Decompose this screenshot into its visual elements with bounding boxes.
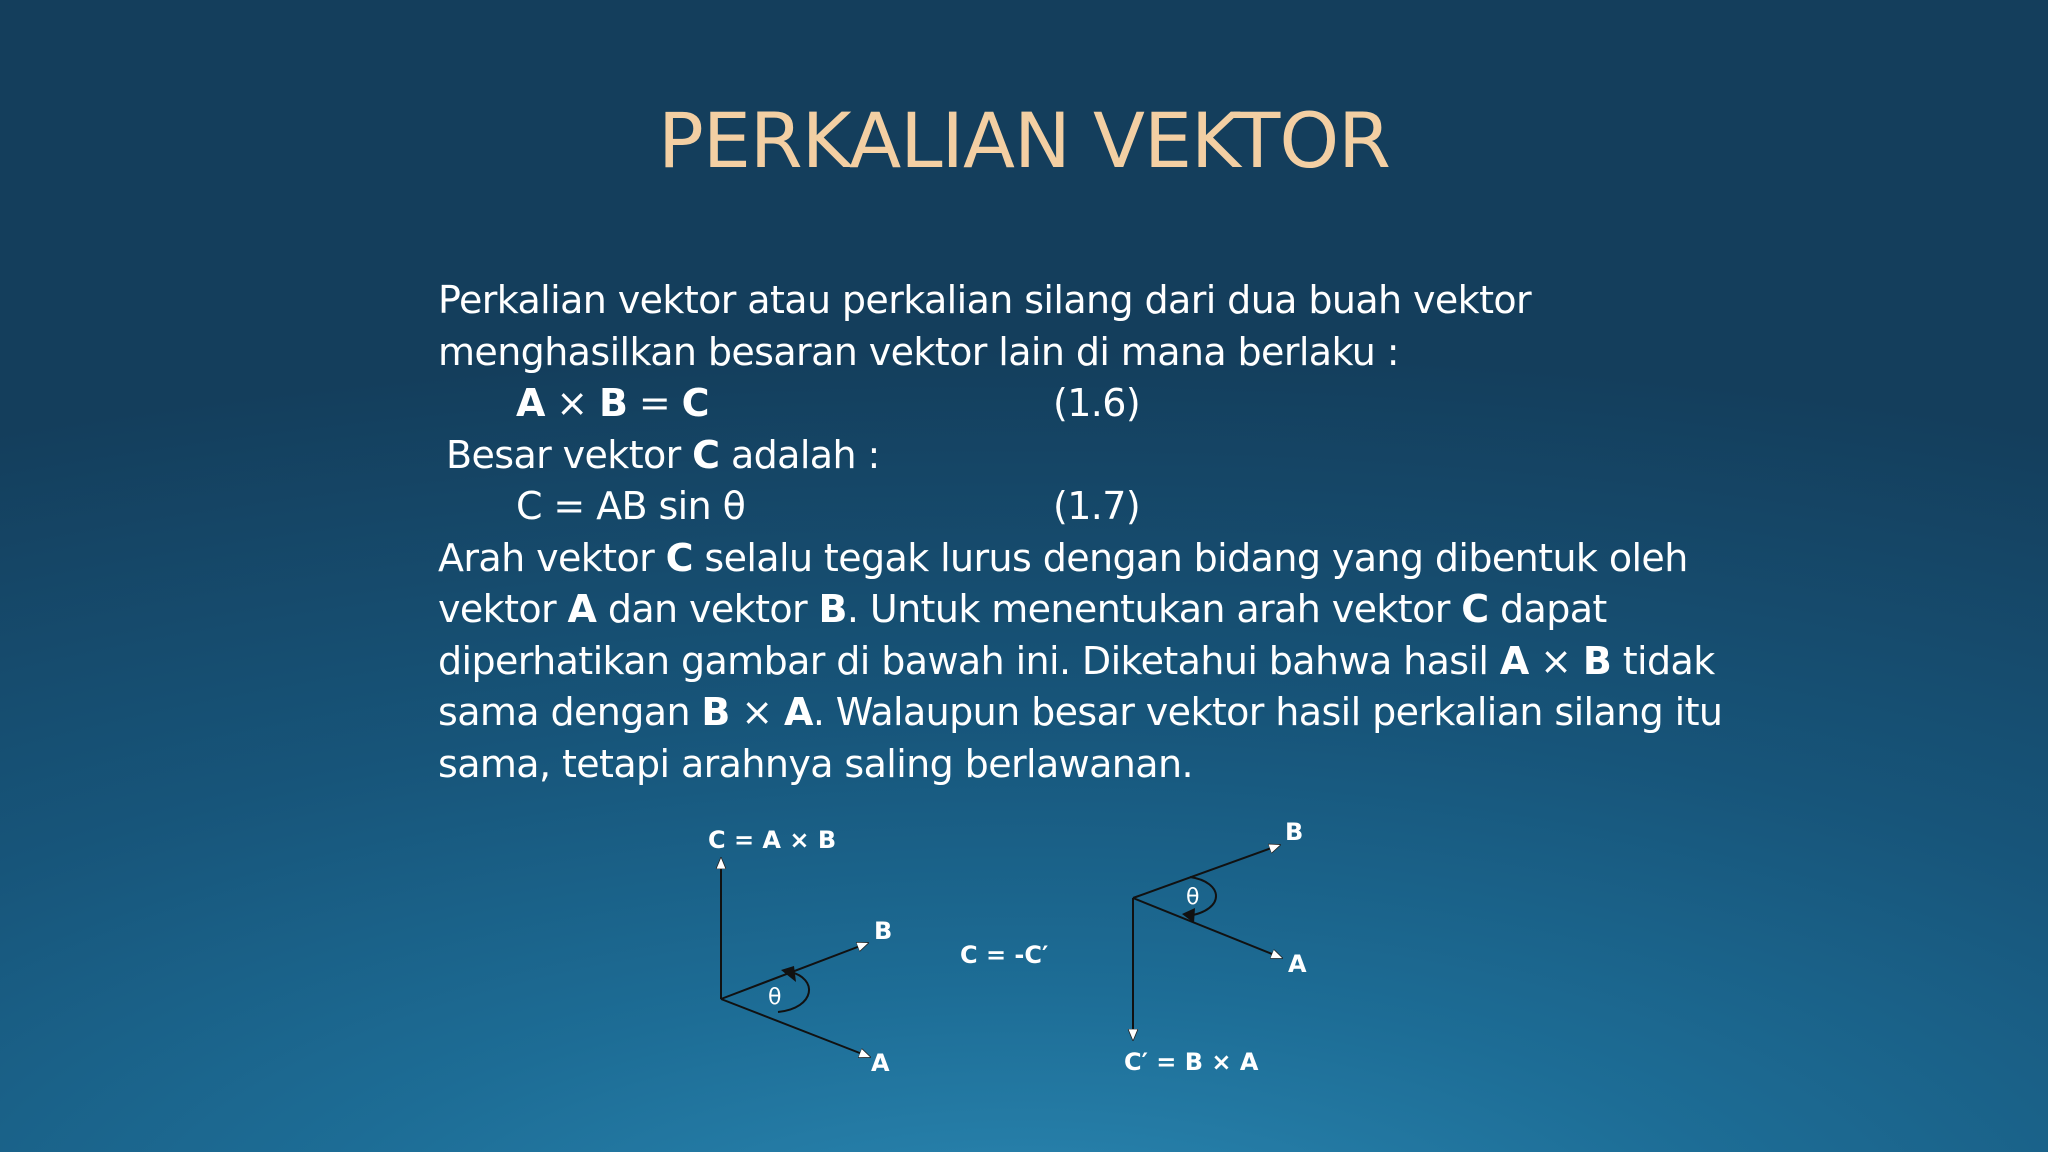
left-b-label: B [874, 917, 893, 945]
right-b-label: B [1285, 818, 1304, 846]
right-vector-b [1133, 845, 1280, 898]
left-diagram [708, 826, 892, 1077]
besar-suffix: adalah : [719, 432, 880, 477]
right-diagram [1124, 818, 1307, 1076]
p2-l2-p1: vektor [438, 587, 568, 631]
p2-l4-p1: sama dengan [438, 690, 702, 734]
p2-l1-c: C [665, 535, 693, 580]
besar-prefix: Besar vektor [446, 432, 693, 477]
p2-l4-a: A [784, 690, 813, 734]
p2-l2-p2: dan vektor [596, 587, 819, 631]
right-vector-a [1133, 898, 1282, 958]
paragraph2-line5: sama, tetapi arahnya saling berlawanan. [438, 741, 1193, 786]
eq1-a: A [516, 381, 545, 425]
p2-l1-suffix: selalu tegak lurus dengan bidang yang dibentuk oleh [692, 535, 1688, 580]
eq1-b: B [599, 381, 628, 425]
right-c-prime-label: C′ = B × A [1124, 1048, 1259, 1076]
slide-title: PERKALIAN VEKTOR [658, 96, 1390, 185]
eq2-text: C = AB sin θ [516, 484, 746, 528]
eq1-c: C [681, 381, 709, 425]
p2-l3-a: A [1499, 638, 1529, 683]
right-a-label: A [1288, 950, 1307, 978]
p2-l2-a: A [567, 587, 597, 631]
left-a-label: A [871, 1049, 890, 1077]
p2-l3-times: × [1528, 638, 1583, 683]
paragraph1-line1: Perkalian vektor atau perkalian silang dari dua buah vektor [438, 278, 1532, 322]
middle-equation: C = -C′ [960, 941, 1049, 969]
p2-l2-b: B [818, 587, 847, 631]
p2-l4-times: × [729, 690, 784, 734]
right-theta: θ [1186, 885, 1200, 910]
besar-c: C [692, 432, 720, 477]
equation-number-1-7: (1.7) [1053, 484, 1141, 528]
left-theta-arrow [781, 966, 796, 982]
equation-number-1-6: (1.6) [1053, 381, 1141, 425]
left-c-label: C = A × B [708, 826, 837, 854]
p2-l4-b: B [701, 690, 730, 734]
p2-l3-p1: diperhatikan gambar di bawah ini. Diketahui bahwa hasil [438, 638, 1500, 683]
p2-l2-p3: . Untuk menentukan arah vektor [846, 587, 1462, 631]
p2-l2-p4: dapat [1488, 587, 1607, 631]
p2-l3-b: B [1582, 638, 1612, 683]
eq1-times: × [556, 381, 588, 425]
paragraph1-line2: menghasilkan besaran vektor lain di mana berlaku : [438, 329, 1399, 374]
left-theta: θ [768, 985, 782, 1010]
p2-l3-p2: tidak [1611, 638, 1715, 683]
p2-l4-p2: . Walaupun besar vektor hasil perkalian silang itu [812, 690, 1723, 734]
eq1-equals: = [638, 381, 671, 425]
p2-l1-prefix: Arah vektor [438, 535, 666, 580]
p2-l2-c: C [1461, 587, 1489, 631]
